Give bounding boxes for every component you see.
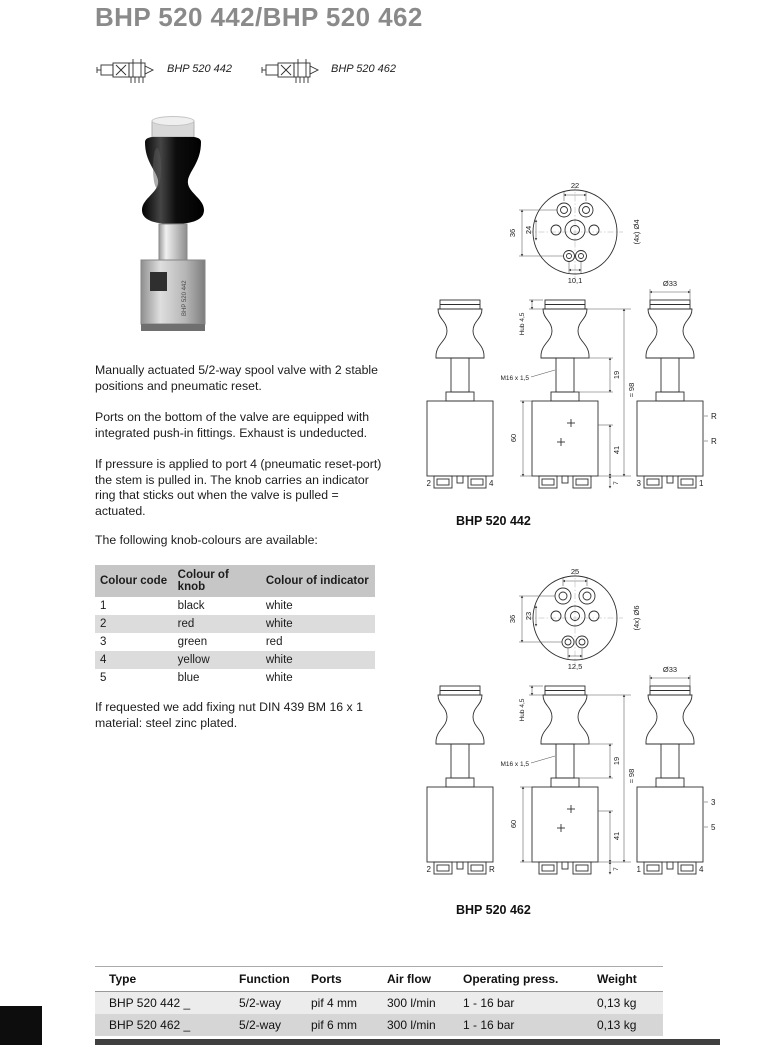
spec-header-pressure: Operating press. [463,972,559,986]
dim-top-bottom: 12,5 [567,662,583,671]
spec-header-row [95,967,663,992]
colour-table-header-knob: Colour of knob [173,565,261,597]
cell-knob: red [177,618,195,630]
dim-dia33: Ø33 [662,279,678,288]
technical-drawing-442 [415,172,725,517]
dim-19: 19 [612,756,621,766]
drawing-caption-442: BHP 520 442 [456,514,531,528]
spec-cell-type: BHP 520 442 _ [109,996,191,1010]
table-row [95,651,375,669]
page-title: BHP 520 442/BHP 520 462 [95,2,423,32]
photo-stem [159,224,187,260]
photo-knob [142,137,204,224]
spec-cell-weight: 0,13 kg [597,1018,637,1032]
port-label: 2 [426,479,431,488]
symbol-label-442: BHP 520 442 [167,63,233,75]
footer-bar [95,1039,720,1045]
cell-knob: black [177,600,205,612]
symbol-label-462: BHP 520 462 [331,63,397,75]
cell-code: 5 [100,672,107,684]
cell-knob: yellow [177,654,210,666]
dim-41: 41 [612,445,621,455]
colour-table [95,565,375,687]
valve-symbol-462 [258,56,330,90]
front-view-middle [532,300,598,488]
dim-top-inner: 24 [524,225,533,235]
cell-indicator: white [265,672,293,684]
dim-top-height: 36 [508,614,517,624]
cell-indicator: red [265,636,283,648]
spec-cell-pressure: 1 - 16 bar [463,1018,515,1032]
dim-top-inner: 23 [524,611,533,621]
fixing-nut-note-line-1: If requested we add fixing nut DIN 439 BM 16 x 1 [95,700,363,714]
spec-cell-type: BHP 520 462 _ [109,1018,191,1032]
cell-code: 3 [100,636,107,648]
cell-code: 4 [100,654,107,666]
spec-cell-pressure: 1 - 16 bar [463,996,515,1010]
centerlines [527,184,623,282]
dim-7: 7 [613,867,620,871]
cell-indicator: white [265,600,293,612]
page-corner-block [0,1006,42,1045]
dim-98: ≈ 98 [627,768,636,784]
front-view-right [637,686,703,874]
cell-indicator: white [265,654,293,666]
spec-header-ports: Ports [311,972,342,986]
spec-cell-airflow: 300 l/min [387,1018,436,1032]
description-paragraph-1: Manually actuated 5/2-way spool valve with 2 stable positions and pneumatic reset. [95,363,378,393]
port-label: 4 [489,479,494,488]
cell-indicator: white [265,618,293,630]
table-row [95,669,375,687]
port-label: 3 [636,479,641,488]
spec-header-airflow: Air flow [387,972,431,986]
dim-60: 60 [509,819,518,829]
dim-dia33: Ø33 [662,665,678,674]
spec-row-442 [95,992,663,1014]
dim-hub: Hub 4,5 [519,312,526,336]
description-paragraph-2: Ports on the bottom of the valve are equipped with integrated push-in fittings. Exhaust is undeducted. [95,410,370,440]
dim-top-holes: (4x) Ø4 [632,219,641,245]
dim-thread: M16 x 1,5 [500,375,529,382]
photo-body [141,260,205,331]
spec-header-weight: Weight [597,972,637,986]
valve-symbol-442 [93,56,165,90]
dim-7: 7 [613,481,620,485]
centerlines [527,570,623,668]
dim-top-width: 22 [570,181,580,190]
spec-header-type: Type [109,972,137,986]
spec-row-462 [95,1014,663,1036]
colour-table-header-code: Colour code [95,565,173,597]
table-row [95,633,375,651]
drawing-caption-462: BHP 520 462 [456,903,531,917]
port-label: R [489,865,495,874]
front-view-dimensions [520,675,708,874]
spec-header-function: Function [239,972,290,986]
colour-table-header-row [95,565,375,597]
description-paragraph-3: If pressure is applied to port 4 (pneumatic reset-port) the stem is pulled in. The knob carries an indicator ring that sticks out when the valve is pulled = actuated. [95,457,382,518]
port-label: R [711,437,717,446]
table-row [95,615,375,633]
product-photo [126,116,220,336]
spec-cell-ports: pif 4 mm [311,996,358,1010]
photo-cap [152,117,194,138]
colour-table-header-indicator: Colour of indicator [261,565,375,597]
port-label: 2 [426,865,431,874]
dim-top-holes: (4x) Ø6 [632,605,641,631]
valve-symbol-graphic [97,59,153,83]
valve-symbol-graphic [262,59,318,83]
cell-knob: blue [177,672,200,684]
port-label: 4 [699,865,704,874]
spec-cell-function: 5/2-way [239,1018,282,1032]
fixing-nut-note-line-2: material: steel zinc plated. [95,716,238,730]
spec-cell-weight: 0,13 kg [597,996,637,1010]
spec-cell-airflow: 300 l/min [387,996,436,1010]
front-view-right [637,300,703,488]
port-label: 3 [711,798,716,807]
cell-code: 2 [100,618,107,630]
spec-cell-function: 5/2-way [239,996,282,1010]
dim-top-width: 25 [570,567,580,576]
port-label: 5 [711,823,716,832]
photo-knob-highlight [153,148,161,188]
dim-top-height: 36 [508,228,517,238]
technical-drawing-462 [415,558,725,903]
dim-thread: M16 x 1,5 [500,761,529,768]
dim-19: 19 [612,370,621,380]
cell-knob: green [177,636,208,648]
port-label: 1 [636,865,641,874]
spec-cell-ports: pif 6 mm [311,1018,358,1032]
photo-label: BHP 520 442 [182,280,188,316]
description-paragraph-4: The following knob-colours are available: [95,533,318,547]
dim-98: ≈ 98 [627,382,636,398]
front-view-middle [532,686,598,874]
port-label: 1 [699,479,704,488]
front-view-left [427,300,493,488]
dim-41: 41 [612,831,621,841]
port-label: R [711,412,717,421]
front-view-dimensions [520,289,708,488]
spec-table [95,966,663,1036]
front-view-left [427,686,493,874]
dim-top-bottom: 10,1 [567,276,583,285]
cell-code: 1 [100,600,107,612]
dim-hub: Hub 4,5 [519,698,526,722]
dim-60: 60 [509,433,518,443]
table-row [95,597,375,615]
